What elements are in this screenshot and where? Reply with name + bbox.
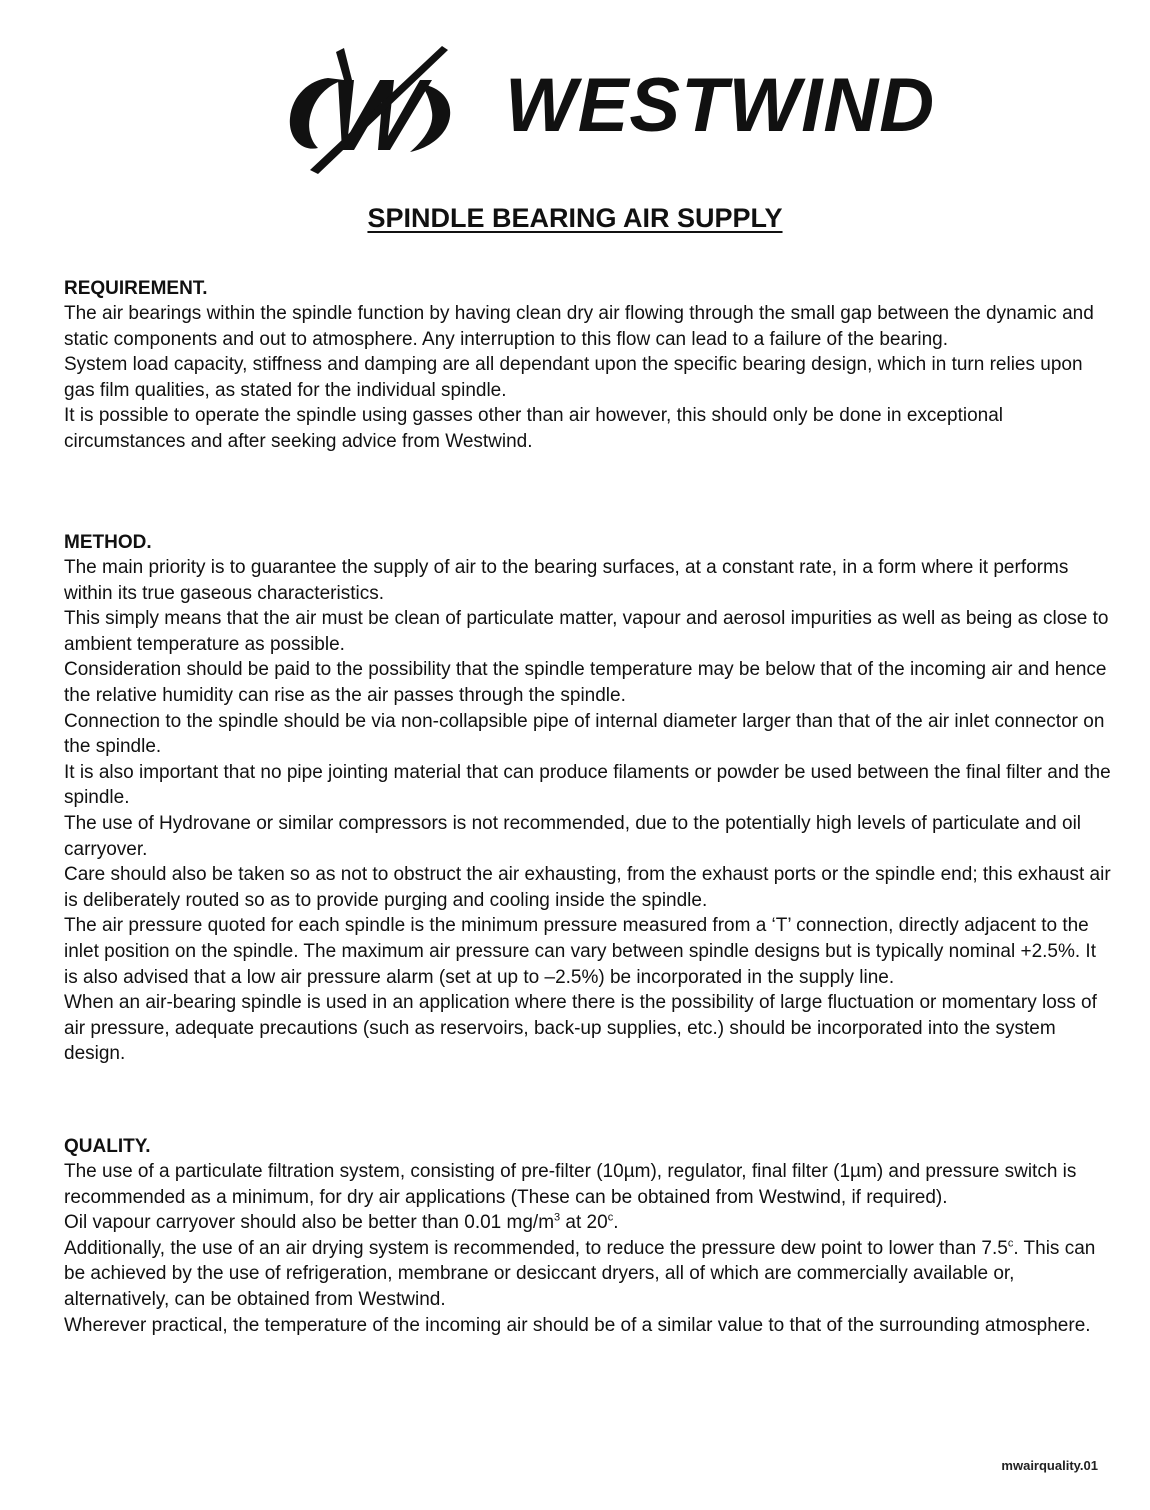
westwind-w-emblem-icon (270, 40, 470, 175)
paragraph: System load capacity, stiffness and damping are all dependant upon the specific bearing design, which in turn relies upon gas film qualities, as stated for the individual spindle. (64, 354, 1083, 401)
superscript: 3 (554, 1211, 561, 1224)
paragraph: Connection to the spindle should be via non-collapsible pipe of internal diameter larger than that of the air inlet connector on the spindle. (64, 710, 1105, 758)
paragraph: Wherever practical, the temperature of the incoming air should be of a similar value to that of the surrounding atmosphere. (64, 1314, 1091, 1336)
paragraph: It is also important that no pipe jointing material that can produce filaments or powder be used between the final filter and the spindle. (64, 761, 1111, 809)
paragraph: The use of Hydrovane or similar compressors is not recommended, due to the potentially high levels of particulate and oil carryover. (64, 812, 1082, 860)
document-code: mwairquality.01 (1001, 1458, 1098, 1473)
brand-name: WESTWIND (505, 63, 936, 148)
paragraph: When an air-bearing spindle is used in an application where there is the possibility of large fluctuation or momentary loss of air pressure, adequate precautions (such as reservoirs, back-up supplies, etc.) should be incorporated into the system design. (64, 992, 1097, 1065)
paragraph: This simply means that the air must be clean of particulate matter, vapour and aerosol impurities as well as being as close to ambient temperature as possible. (64, 608, 1109, 655)
text-run: Oil vapour carryover should also be better than 0.01 mg/m (64, 1212, 555, 1234)
section-heading: REQUIREMENT. (64, 278, 208, 299)
section-quality (64, 1134, 1114, 1338)
paragraph: Consideration should be paid to the possibility that the spindle temperature may be below that of the incoming air and hence the relative humidity can rise as the air passes through the spindle. (64, 659, 1107, 706)
paragraph-oil-vapour (64, 1210, 1114, 1236)
superscript: c (607, 1211, 614, 1224)
text-run: at 20 (560, 1212, 608, 1234)
section-heading: METHOD. (64, 532, 152, 553)
superscript: c (1007, 1237, 1014, 1250)
text-run: Additionally, the use of an air drying system is recommended, to reduce the pressure dew point to lower than 7.5 (64, 1237, 1008, 1259)
section-method (64, 530, 1114, 1067)
text-run: . This can be achieved by the use of refrigeration, membrane or desiccant dryers, all of which are commercially available or, alternatively, can be obtained from Westwind. (64, 1237, 1096, 1310)
text-run: . (613, 1212, 619, 1234)
paragraph: Care should also be taken so as not to obstruct the air exhausting, from the exhaust ports or the spindle end; this exhaust air is deliberately routed so as to provide purging and cooling inside the spindle. (64, 864, 1111, 911)
section-heading: QUALITY. (64, 1136, 151, 1157)
westwind-logo (270, 40, 950, 175)
document-title: SPINDLE BEARING AIR SUPPLY (367, 203, 783, 233)
paragraph-air-drying (64, 1236, 1114, 1313)
section-requirement (64, 276, 1114, 455)
paragraph: The use of a particulate filtration system, consisting of pre-filter (10µm), regulator, final filter (1µm) and pressure switch is recommended as a minimum, for dry air applications (These can be obtained from Westwind, if required). (64, 1161, 1077, 1208)
paragraph: The main priority is to guarantee the supply of air to the bearing surfaces, at a constant rate, in a form where it performs within its true gaseous characteristics. (64, 557, 1069, 604)
paragraph: The air pressure quoted for each spindle is the minimum pressure measured from a ‘T’ connection, directly adjacent to the inlet position on the spindle. The maximum air pressure can vary between spindle designs but is typically nominal +2.5%. It is also advised that a low air pressure alarm (set at up to –2.5%) be incorporated in the supply line. (64, 915, 1096, 988)
paragraph: The air bearings within the spindle function by having clean dry air flowing through the small gap between the dynamic and static components and out to atmosphere. Any interruption to this flow can lead to a failure of the bearing. (64, 303, 1094, 350)
paragraph: It is possible to operate the spindle using gasses other than air however, this should only be done in exceptional circumstances and after seeking advice from Westwind. (64, 405, 1003, 452)
